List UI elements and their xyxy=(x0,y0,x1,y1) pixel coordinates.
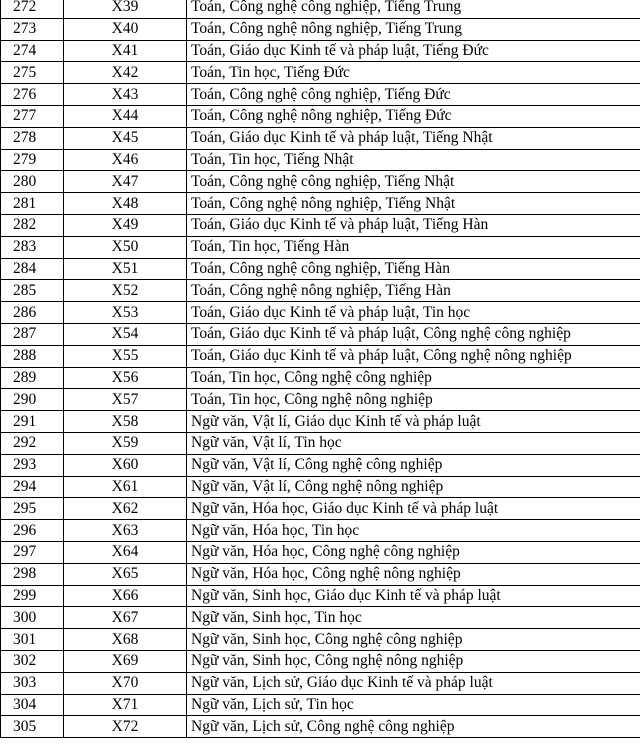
subject-combination-cell: Toán, Tin học, Tiếng Hàn xyxy=(187,236,640,258)
table-row xyxy=(1,541,640,563)
row-number-cell: 303 xyxy=(1,672,64,694)
subject-combination-cell: Toán, Tin học, Tiếng Nhật xyxy=(187,149,640,171)
combination-code-cell: X52 xyxy=(64,280,187,302)
row-number-cell: 286 xyxy=(1,302,64,324)
row-number-cell: 299 xyxy=(1,585,64,607)
combination-code-cell: X63 xyxy=(64,520,187,542)
table-row xyxy=(1,105,640,127)
combination-code-cell: X47 xyxy=(64,171,187,193)
table-row xyxy=(1,323,640,345)
subject-combination-cell: Toán, Giáo dục Kinh tế và pháp luật, Tin học xyxy=(187,302,640,324)
table-row xyxy=(1,716,640,738)
row-number-cell: 301 xyxy=(1,629,64,651)
table-row xyxy=(1,40,640,62)
row-number-cell: 277 xyxy=(1,105,64,127)
subject-combination-cell: Toán, Công nghệ công nghiệp, Tiếng Trung xyxy=(187,0,640,18)
subject-combination-cell: Toán, Giáo dục Kinh tế và pháp luật, Công nghệ công nghiệp xyxy=(187,323,640,345)
subject-combination-cell: Ngữ văn, Sinh học, Tin học xyxy=(187,607,640,629)
table-row xyxy=(1,18,640,40)
combination-code-cell: X49 xyxy=(64,214,187,236)
subject-combination-cell: Ngữ văn, Lịch sử, Tin học xyxy=(187,694,640,716)
table-row xyxy=(1,454,640,476)
row-number-cell: 291 xyxy=(1,411,64,433)
table-row xyxy=(1,171,640,193)
row-number-cell: 302 xyxy=(1,650,64,672)
table-row xyxy=(1,367,640,389)
row-number-cell: 283 xyxy=(1,236,64,258)
subject-combination-cell: Ngữ văn, Lịch sử, Công nghệ công nghiệp xyxy=(187,716,640,738)
row-number-cell: 276 xyxy=(1,84,64,106)
table-row xyxy=(1,476,640,498)
table-row xyxy=(1,236,640,258)
subject-combination-cell: Ngữ văn, Hóa học, Công nghệ nông nghiệp xyxy=(187,563,640,585)
subject-combination-cell: Ngữ văn, Vật lí, Tin học xyxy=(187,432,640,454)
subject-combination-cell: Toán, Công nghệ nông nghiệp, Tiếng Nhật xyxy=(187,193,640,215)
subject-combination-cell: Ngữ văn, Vật lí, Công nghệ nông nghiệp xyxy=(187,476,640,498)
subject-combination-cell: Toán, Công nghệ công nghiệp, Tiếng Nhật xyxy=(187,171,640,193)
combination-code-cell: X39 xyxy=(64,0,187,18)
combination-code-cell: X66 xyxy=(64,585,187,607)
subject-combination-cell: Ngữ văn, Hóa học, Công nghệ công nghiệp xyxy=(187,541,640,563)
table-row xyxy=(1,629,640,651)
combination-code-cell: X64 xyxy=(64,541,187,563)
subject-combination-cell: Toán, Công nghệ công nghiệp, Tiếng Đức xyxy=(187,84,640,106)
row-number-cell: 275 xyxy=(1,62,64,84)
table-row xyxy=(1,585,640,607)
combination-code-cell: X67 xyxy=(64,607,187,629)
row-number-cell: 297 xyxy=(1,541,64,563)
table-row xyxy=(1,345,640,367)
combination-code-cell: X68 xyxy=(64,629,187,651)
combination-code-cell: X70 xyxy=(64,672,187,694)
combination-code-cell: X45 xyxy=(64,127,187,149)
row-number-cell: 273 xyxy=(1,18,64,40)
combination-code-cell: X41 xyxy=(64,40,187,62)
subject-combination-cell: Toán, Giáo dục Kinh tế và pháp luật, Công nghệ nông nghiệp xyxy=(187,345,640,367)
table-row xyxy=(1,411,640,433)
combination-code-cell: X50 xyxy=(64,236,187,258)
row-number-cell: 272 xyxy=(1,0,64,18)
table-row xyxy=(1,302,640,324)
table-row xyxy=(1,62,640,84)
row-number-cell: 305 xyxy=(1,716,64,738)
table-row xyxy=(1,650,640,672)
subject-combination-cell: Ngữ văn, Sinh học, Công nghệ công nghiệp xyxy=(187,629,640,651)
combination-code-cell: X59 xyxy=(64,432,187,454)
subject-combination-cell: Toán, Giáo dục Kinh tế và pháp luật, Tiếng Hàn xyxy=(187,214,640,236)
row-number-cell: 284 xyxy=(1,258,64,280)
table-row xyxy=(1,498,640,520)
combination-code-cell: X72 xyxy=(64,716,187,738)
combination-code-cell: X58 xyxy=(64,411,187,433)
combination-code-cell: X40 xyxy=(64,18,187,40)
row-number-cell: 282 xyxy=(1,214,64,236)
table-row xyxy=(1,0,640,18)
subject-combination-cell: Ngữ văn, Vật lí, Công nghệ công nghiệp xyxy=(187,454,640,476)
combination-code-cell: X56 xyxy=(64,367,187,389)
combination-code-cell: X69 xyxy=(64,650,187,672)
combination-code-cell: X55 xyxy=(64,345,187,367)
row-number-cell: 278 xyxy=(1,127,64,149)
row-number-cell: 279 xyxy=(1,149,64,171)
combination-code-cell: X71 xyxy=(64,694,187,716)
subject-combination-cell: Ngữ văn, Hóa học, Tin học xyxy=(187,520,640,542)
subject-combination-cell: Ngữ văn, Sinh học, Công nghệ nông nghiệp xyxy=(187,650,640,672)
row-number-cell: 298 xyxy=(1,563,64,585)
table-body xyxy=(1,0,640,738)
table-row xyxy=(1,280,640,302)
combination-code-cell: X48 xyxy=(64,193,187,215)
row-number-cell: 281 xyxy=(1,193,64,215)
row-number-cell: 285 xyxy=(1,280,64,302)
subject-combination-cell: Toán, Công nghệ nông nghiệp, Tiếng Trung xyxy=(187,18,640,40)
row-number-cell: 287 xyxy=(1,323,64,345)
subject-combination-cell: Ngữ văn, Sinh học, Giáo dục Kinh tế và pháp luật xyxy=(187,585,640,607)
combination-code-cell: X46 xyxy=(64,149,187,171)
row-number-cell: 288 xyxy=(1,345,64,367)
table-row xyxy=(1,193,640,215)
table-row xyxy=(1,258,640,280)
combination-code-cell: X57 xyxy=(64,389,187,411)
row-number-cell: 300 xyxy=(1,607,64,629)
combination-code-cell: X62 xyxy=(64,498,187,520)
table-row xyxy=(1,520,640,542)
combination-code-cell: X51 xyxy=(64,258,187,280)
subject-combination-cell: Toán, Tin học, Công nghệ nông nghiệp xyxy=(187,389,640,411)
subject-combination-cell: Toán, Tin học, Tiếng Đức xyxy=(187,62,640,84)
table-row xyxy=(1,563,640,585)
combination-code-cell: X44 xyxy=(64,105,187,127)
combination-code-cell: X43 xyxy=(64,84,187,106)
table-row xyxy=(1,149,640,171)
row-number-cell: 274 xyxy=(1,40,64,62)
table-row xyxy=(1,607,640,629)
table-row xyxy=(1,389,640,411)
subject-combination-cell: Ngữ văn, Lịch sử, Giáo dục Kinh tế và pháp luật xyxy=(187,672,640,694)
row-number-cell: 290 xyxy=(1,389,64,411)
subject-combination-cell: Toán, Giáo dục Kinh tế và pháp luật, Tiếng Đức xyxy=(187,40,640,62)
row-number-cell: 292 xyxy=(1,432,64,454)
subject-combination-cell: Toán, Công nghệ nông nghiệp, Tiếng Hàn xyxy=(187,280,640,302)
subject-combination-cell: Ngữ văn, Vật lí, Giáo dục Kinh tế và pháp luật xyxy=(187,411,640,433)
row-number-cell: 295 xyxy=(1,498,64,520)
combination-code-cell: X60 xyxy=(64,454,187,476)
subject-combination-cell: Toán, Tin học, Công nghệ công nghiệp xyxy=(187,367,640,389)
table-row xyxy=(1,672,640,694)
row-number-cell: 293 xyxy=(1,454,64,476)
combination-code-cell: X65 xyxy=(64,563,187,585)
row-number-cell: 294 xyxy=(1,476,64,498)
combination-code-cell: X54 xyxy=(64,323,187,345)
table-row xyxy=(1,432,640,454)
combination-code-cell: X42 xyxy=(64,62,187,84)
subject-combination-cell: Ngữ văn, Hóa học, Giáo dục Kinh tế và pháp luật xyxy=(187,498,640,520)
row-number-cell: 296 xyxy=(1,520,64,542)
table-row xyxy=(1,694,640,716)
table-row xyxy=(1,214,640,236)
row-number-cell: 280 xyxy=(1,171,64,193)
table-row xyxy=(1,127,640,149)
subject-combination-cell: Toán, Công nghệ nông nghiệp, Tiếng Đức xyxy=(187,105,640,127)
combination-code-cell: X61 xyxy=(64,476,187,498)
row-number-cell: 289 xyxy=(1,367,64,389)
row-number-cell: 304 xyxy=(1,694,64,716)
combination-code-cell: X53 xyxy=(64,302,187,324)
subject-combination-cell: Toán, Giáo dục Kinh tế và pháp luật, Tiếng Nhật xyxy=(187,127,640,149)
table-row xyxy=(1,84,640,106)
subject-combination-cell: Toán, Công nghệ công nghiệp, Tiếng Hàn xyxy=(187,258,640,280)
